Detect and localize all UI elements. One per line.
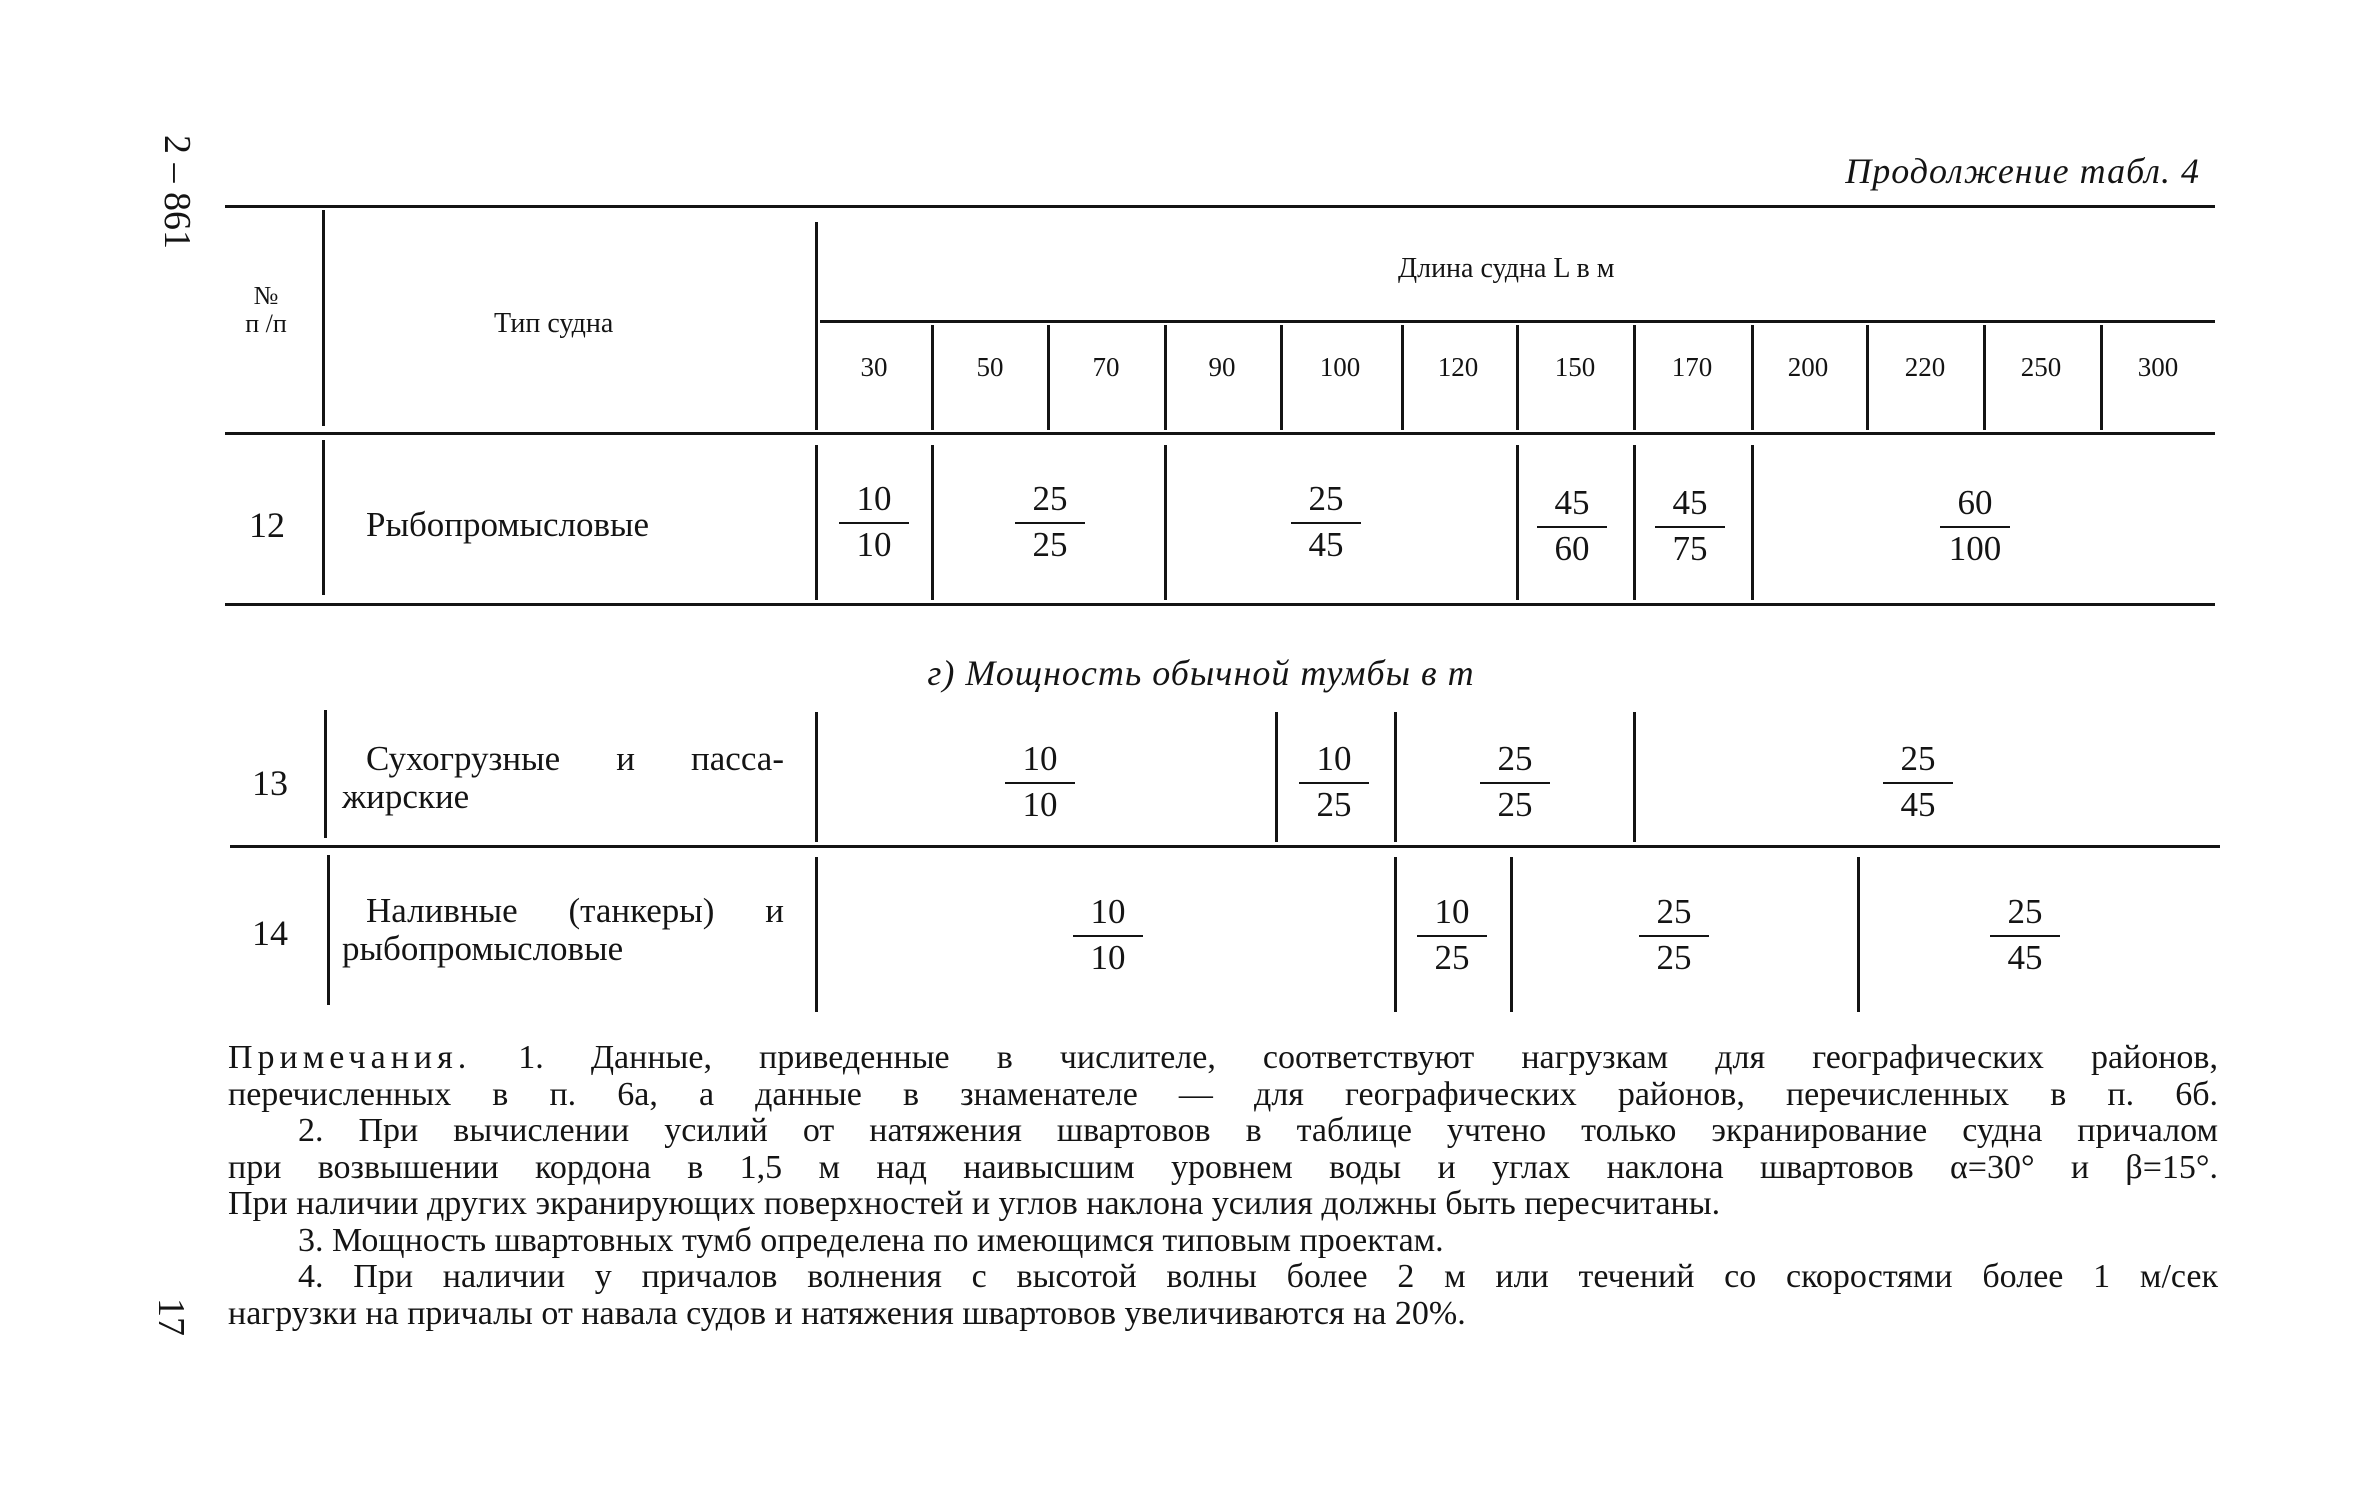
row-13-bottom-rule	[230, 845, 2220, 848]
length-100: 100	[1319, 352, 1361, 382]
row-13-value-4: 25 45	[1873, 740, 1963, 824]
row-12-bottom-rule	[225, 603, 2215, 606]
section-subtitle: г) Мощность обычной тумбы в т	[927, 653, 1475, 693]
length-header-rule	[820, 320, 2215, 323]
row-14-type: Наливные (танкеры) и рыбопромысловые	[342, 891, 784, 968]
note-4-line-2: нагрузки на причалы от навала судов и натяжения швартовов увеличиваются на 20%.	[228, 1294, 1466, 1332]
row-13-number: 13	[252, 763, 288, 803]
row-12-value-50-70: 25 25	[1005, 480, 1095, 564]
row-12-value-200-300: 60 100	[1930, 484, 2020, 568]
header-bottom-rule	[225, 432, 2215, 435]
row-12-value-30: 10 10	[829, 480, 919, 564]
length-200: 200	[1787, 352, 1829, 382]
row-12-value-90-120: 25 45	[1281, 480, 1371, 564]
length-300: 300	[2137, 352, 2179, 382]
row-13-value-3: 25 25	[1470, 740, 1560, 824]
row-14-value-2: 10 25	[1407, 893, 1497, 977]
length-150: 150	[1554, 352, 1596, 382]
row-14-value-4: 25 45	[1980, 893, 2070, 977]
length-90: 90	[1208, 352, 1236, 382]
row-12-value-150: 45 60	[1527, 484, 1617, 568]
col-number-header: № п /п	[245, 281, 287, 338]
notes-heading: Примечания.	[228, 1039, 472, 1076]
table-top-rule	[225, 205, 2215, 208]
row-14-value-3: 25 25	[1629, 893, 1719, 977]
note-1-line-1: Примечания. 1. Данные, приведенные в числителе, соответствуют нагрузкам для географических районов,	[228, 1039, 2218, 1076]
row-14-number: 14	[252, 913, 288, 953]
note-2-line-2: при возвышении кордона в 1,5 м над наивысшим уровнем воды и углах наклона швартовов α=30° и β=15°.	[228, 1148, 2218, 1186]
notes	[228, 1040, 2218, 1332]
col-type-header: Тип судна	[494, 308, 614, 339]
page-number: 17	[150, 1298, 192, 1336]
note-2-line-1: 2. При вычислении усилий от натяжения швартовов в таблице учтено только экранирование судна причалом	[298, 1112, 2218, 1149]
note-4-line-1: 4. При наличии у причалов волнения с высотой волны более 2 м или течений со скоростями более 1 м/сек	[298, 1258, 2218, 1295]
table-continuation-label: Продолжение табл. 4	[1845, 151, 2200, 191]
length-220: 220	[1904, 352, 1946, 382]
length-170: 170	[1671, 352, 1713, 382]
row-13-value-1: 10 10	[995, 740, 1085, 824]
length-250: 250	[2020, 352, 2062, 382]
length-120: 120	[1437, 352, 1479, 382]
row-14-value-1: 10 10	[1063, 893, 1153, 977]
sheet-number: 2 – 861	[156, 135, 198, 249]
length-50: 50	[976, 352, 1004, 382]
length-70: 70	[1092, 352, 1120, 382]
row-12-value-170: 45 75	[1645, 484, 1735, 568]
length-30: 30	[860, 352, 888, 382]
row-12-type: Рыбопромысловые	[366, 505, 650, 544]
row-12-number: 12	[249, 505, 285, 545]
row-13-value-2: 10 25	[1289, 740, 1379, 824]
note-3: 3. Мощность швартовных тумб определена по имеющимся типовым проектам.	[298, 1221, 1444, 1259]
row-13-type: Сухогрузные и пасса- жирские	[342, 739, 784, 816]
note-2-line-3: При наличии других экранирующих поверхностей и углов наклона усилия должны быть пересчитаны.	[228, 1185, 1721, 1222]
col-length-header: Длина судна L в м	[1398, 253, 1615, 284]
note-1-line-2: перечисленных в п. 6а, а данные в знаменателе — для географических районов, перечисленных в п. 6б.	[228, 1075, 2218, 1113]
